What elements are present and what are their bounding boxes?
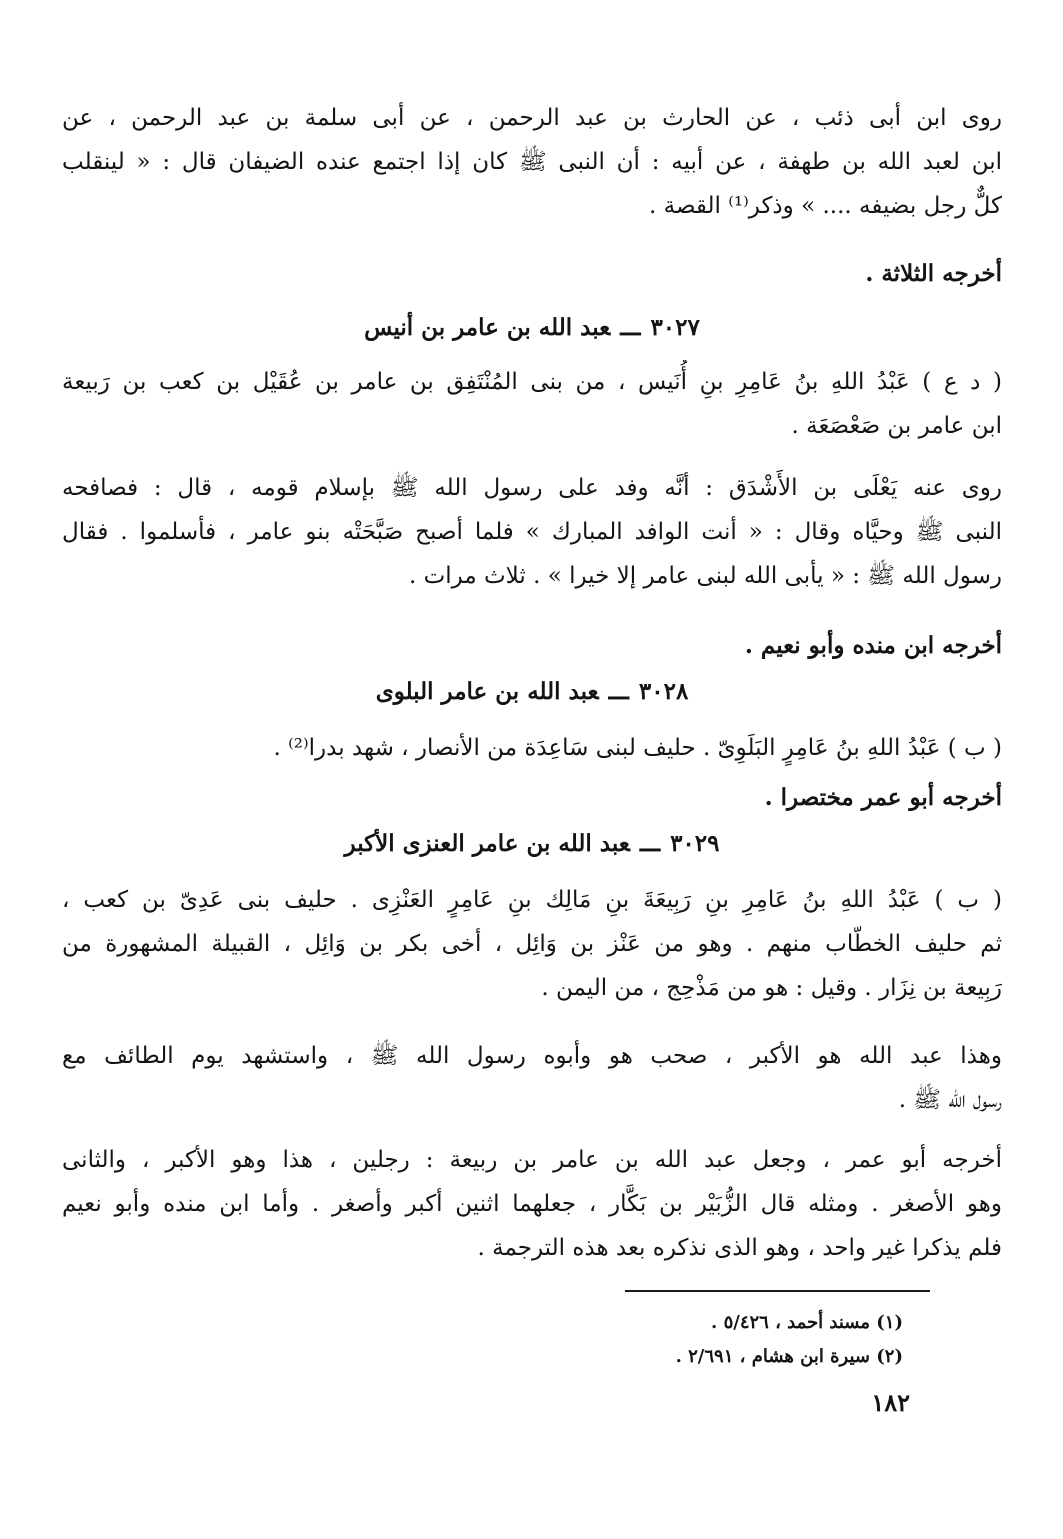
text-line: ابن لعبد الله بن طهفة ، عن أبيه : أن النبى ﷺ كان إذا اجتمع عنده الضيفان قال : « لينقلب <box>62 149 1002 175</box>
source-line: أخرجه ابن منده وأبو نعيم . <box>744 632 1002 659</box>
footnote-1: (١) مسند أحمد ، ٥/٤٢٦ . <box>711 1312 903 1333</box>
entry-3026-source <box>62 252 1002 296</box>
text-line: أخرجه أبو عمر ، وجعل عبد الله بن عامر بن ربيعة : رجلين ، هذا وهو الأكبر ، والثانى <box>62 1147 1002 1173</box>
footnote-divider <box>625 1290 930 1292</box>
entry-number: ٣٠٢٧ <box>650 314 700 341</box>
entry-3029-intro <box>62 878 1002 1010</box>
source-line: أخرجه أبو عمر مختصرا . <box>764 784 1002 811</box>
page-number: ١٨٢ <box>871 1388 910 1417</box>
heading-dash: ـــ <box>608 678 629 705</box>
entry-3027-intro <box>62 360 1002 448</box>
entry-3027-body <box>62 466 1002 598</box>
entry-3027-source <box>62 624 1002 668</box>
text-line: وهو الأصغر . ومثله قال الزُّبَيْر بن بَكَّار ، جعلهما اثنين أكبر وأصغر . وأما ابن منده وأبو نعيم <box>62 1191 1002 1217</box>
text-line: روى عنه يَعْلَى بن الأَشْدَق : أنَّه وفد على رسول الله ﷺ بإسلام قومه ، قال : فصافحه <box>62 475 1002 501</box>
text-line: رَبِيعة بن نِزَار . وقيل : هو من مَذْحِج ، من اليمن . <box>541 975 1002 1001</box>
text-line: النبى ﷺ وحيَّاه وقال : « أنت الوافد المبارك » فلما أصبح صَبَّحَتْه بنو عامر ، فأسلموا . فقال <box>62 519 1002 545</box>
entry-3028-heading <box>62 672 1002 712</box>
entry-3029-body <box>62 1034 1002 1122</box>
text-line: ( ب ) عَبْدُ اللهِ بنُ عَامِرِ بنِ رَبِيعَةَ بنِ مَالِك بنِ عَامِرٍ العَنْزِى . حليف بنى عَدِىّ بن كعب ، <box>62 887 1002 913</box>
heading-dash: ـــ <box>639 830 661 857</box>
text-line: ( ب ) عَبْدُ اللهِ بنُ عَامِرٍ البَلَوِىّ . حليف لبنى سَاعِدَة من الأنصار ، شهد بدرا⁽²⁾ . <box>273 735 1002 761</box>
heading-dash: ـــ <box>620 314 641 341</box>
source-line: أخرجه الثلاثة . <box>865 260 1002 287</box>
entry-3029-heading <box>62 824 1002 864</box>
entry-3027-heading <box>62 308 1002 348</box>
text-line: ( د ع ) عَبْدُ اللهِ بنُ عَامِرِ بنِ أُنَيس ، من بنى المُنْتَفِق بن عامر بن عُقَيْل بن كعب بن رَبيعة <box>62 369 1002 395</box>
text-line: رسول الله ﷺ : « يأبى الله لبنى عامر إلا خيرا » . ثلاث مرات . <box>409 563 1002 589</box>
entry-title: عبد الله بن عامر البلوى <box>375 678 599 705</box>
text-line: كلٌّ رجل بضيفه .... » وذكر⁽¹⁾ القصة . <box>648 193 1002 219</box>
entry-title: عبد الله بن عامر بن أنيس <box>364 314 611 341</box>
entry-title: عبد الله بن عامر العنزى الأكبر <box>344 830 630 857</box>
text-line: رسول الله ﷺ . <box>898 1087 1002 1113</box>
entry-number: ٣٠٢٨ <box>638 678 689 705</box>
entry-3028-intro <box>62 726 1002 770</box>
entry-3029-source <box>62 1138 1002 1270</box>
text-line: ثم حليف الخطّاب منهم . وهو من عَنْز بن وَائِل ، أخى بكر بن وَائِل ، القبيلة المشهورة من <box>62 931 1002 957</box>
text-line: روى ابن أبى ذئب ، عن الحارث بن عبد الرحمن ، عن أبى سلمة بن عبد الرحمن ، عن <box>62 105 1002 131</box>
entry-3026-text <box>62 96 1002 228</box>
entry-3028-source <box>62 776 1002 820</box>
text-line: فلم يذكرا غير واحد ، وهو الذى نذكره بعد هذه الترجمة . <box>477 1235 1002 1261</box>
text-line: ابن عامر بن صَعْصَعَة . <box>791 413 1002 439</box>
footnote-2: (٢) سيرة ابن هشام ، ٢/٦٩١ . <box>675 1346 903 1367</box>
text-line: وهذا عبد الله هو الأكبر ، صحب هو وأبوه رسول الله ﷺ ، واستشهد يوم الطائف مع <box>62 1043 1002 1069</box>
entry-number: ٣٠٢٩ <box>670 830 720 857</box>
